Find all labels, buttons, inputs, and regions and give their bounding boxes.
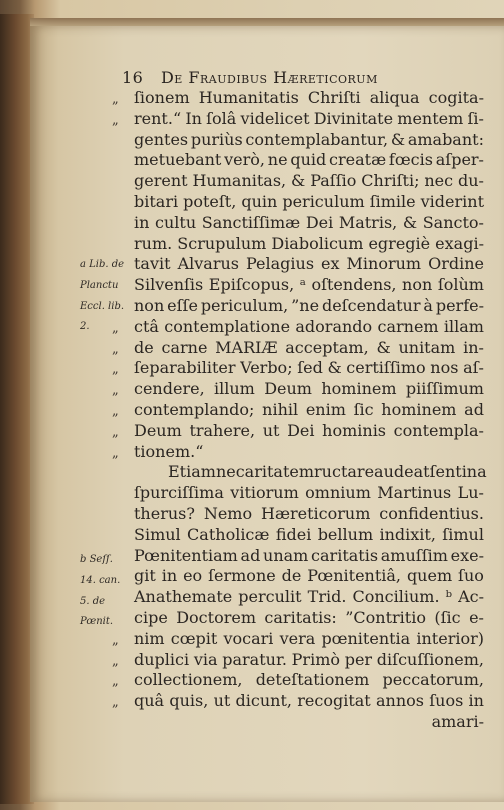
line-text: Silvenſis Epiſcopus, ᵃ oſtendens, non ſolùm — [134, 275, 484, 295]
text-line — [112, 150, 484, 171]
line-text: non eſſe periculum, ”ne deſcendatur à perfe- — [134, 295, 484, 315]
quote-mark: „ — [112, 383, 119, 399]
text-line — [112, 525, 484, 546]
line-text: Etiamne caritatem ructare audeat ſentina — [168, 462, 487, 482]
line-text: Anathemate perculit Trid. Concilium. ᵇ Ac- — [134, 587, 484, 607]
text-line — [112, 192, 484, 213]
quote-mark: „ — [112, 445, 119, 461]
text-line — [112, 400, 484, 421]
text-line — [112, 317, 484, 338]
line-text: rum. Scrupulum Diabolicum egregiè exagi- — [134, 233, 484, 253]
text-line — [112, 130, 484, 151]
quote-mark: „ — [112, 92, 119, 107]
text-line — [112, 213, 484, 234]
text-line — [112, 442, 484, 463]
quote-mark: „ — [112, 112, 119, 128]
text-line — [112, 358, 484, 379]
line-text: collectionem, deteſtationem peccatorum, — [134, 670, 484, 690]
quote-mark: „ — [112, 695, 119, 711]
line-text: ſpurciſſima vitiorum omnium Martinus Lu- — [134, 483, 484, 503]
line-text: contemplando; nihil enim ſic hominem ad — [134, 399, 484, 419]
text-line — [112, 650, 484, 671]
body-text — [112, 88, 487, 733]
line-text: bitari poteſt, quin periculum ſimile viderint — [134, 191, 484, 211]
line-text: duplici via paratur. Primò per diſcuſſionem, — [134, 649, 484, 669]
line-text: de carne MARIÆ acceptam, & unitam in- — [134, 337, 484, 357]
text-line — [112, 587, 484, 608]
line-text: ſeparabiliter Verbo; ſed & certiſſimo nos aſ- — [134, 358, 484, 378]
text-line — [112, 234, 484, 255]
line-text: ſionem Humanitatis Chriſti aliqua cogita- — [134, 88, 484, 107]
line-text: nim cœpit vocari vera pœnitentia interior) — [134, 628, 484, 648]
quote-mark: „ — [112, 362, 119, 378]
line-text: cipe Doctorem caritatis: ”Contritio (ſic e- — [134, 607, 484, 627]
book-binding — [0, 14, 34, 804]
line-text: cendere, illum Deum hominem piiſſimum — [134, 379, 484, 399]
text-line — [112, 171, 484, 192]
text-line — [112, 566, 484, 587]
text-line — [112, 421, 484, 442]
line-text: gentes puriùs contemplabantur, & amabant: — [134, 129, 484, 149]
text-line — [112, 691, 484, 712]
line-text: tionem.“ — [134, 441, 204, 461]
line-text: in cultu Sanctiſſimæ Dei Matris, & Sancto- — [134, 212, 484, 232]
margin-note-line: b Seſſ. — [80, 554, 113, 565]
text-line — [112, 109, 484, 130]
line-text: rent.“ In ſolâ videlicet Divinitate mentem ſi- — [134, 108, 484, 128]
margin-note-line: 14. can. — [80, 574, 121, 586]
line-text: git in eo ſermone de Pœnitentiâ, quem ſuo — [134, 566, 484, 586]
text-line — [112, 379, 484, 400]
text-line — [112, 296, 484, 317]
quote-mark: „ — [112, 320, 119, 336]
quote-mark: „ — [112, 403, 119, 419]
text-line — [112, 88, 484, 109]
line-text: quâ quis, ut dicunt, recogitat annos ſuos in — [134, 691, 484, 711]
text-line — [112, 275, 484, 296]
margin-note-line: a Lib. de — [80, 259, 125, 270]
line-text: therus? Nemo Hæreticorum confidentius. — [134, 503, 484, 523]
text-line — [112, 712, 484, 733]
quote-mark: „ — [112, 632, 119, 648]
text-line — [112, 546, 484, 567]
line-text: Pœnitentiam ad unam caritatis amuſſim exe- — [134, 545, 484, 565]
quote-mark: „ — [112, 653, 119, 669]
margin-note-line: Eccl. lib. — [80, 300, 125, 312]
margin-note-line: 2. — [80, 321, 90, 333]
line-text: tavit Alvarus Pelagius ex Minorum Ordine — [134, 254, 484, 274]
quote-mark: „ — [112, 424, 119, 440]
line-text: metuebant verò, ne quid creatæ fœcis aſper- — [134, 150, 484, 170]
text-line — [112, 462, 487, 483]
text-line — [112, 483, 484, 504]
text-line — [112, 670, 484, 691]
running-title: De Fraudibus Hæreticorum — [160, 68, 378, 87]
text-line — [112, 629, 484, 650]
quote-mark: „ — [112, 674, 119, 690]
text-line — [112, 254, 484, 275]
quote-mark: „ — [112, 341, 119, 357]
line-text: Simul Catholicæ fidei bellum indixit, ſimul — [134, 524, 484, 544]
margin-note-line: Pœnit. — [80, 616, 114, 628]
line-text: gerent Humanitas, & Paſſio Chriſti; nec du- — [134, 171, 484, 191]
text-line — [112, 608, 484, 629]
text-line — [112, 504, 484, 525]
text-line — [112, 338, 484, 359]
running-header — [122, 68, 482, 87]
page-number: 16 — [122, 68, 144, 87]
line-text: amari- — [431, 711, 484, 731]
margin-note-line: Planctu — [80, 279, 119, 291]
line-text: ctâ contemplatione adorando carnem illam — [134, 316, 484, 336]
margin-note-line: 5. de — [80, 595, 106, 607]
line-text: Deum trahere, ut Dei hominis contempla- — [134, 420, 484, 440]
